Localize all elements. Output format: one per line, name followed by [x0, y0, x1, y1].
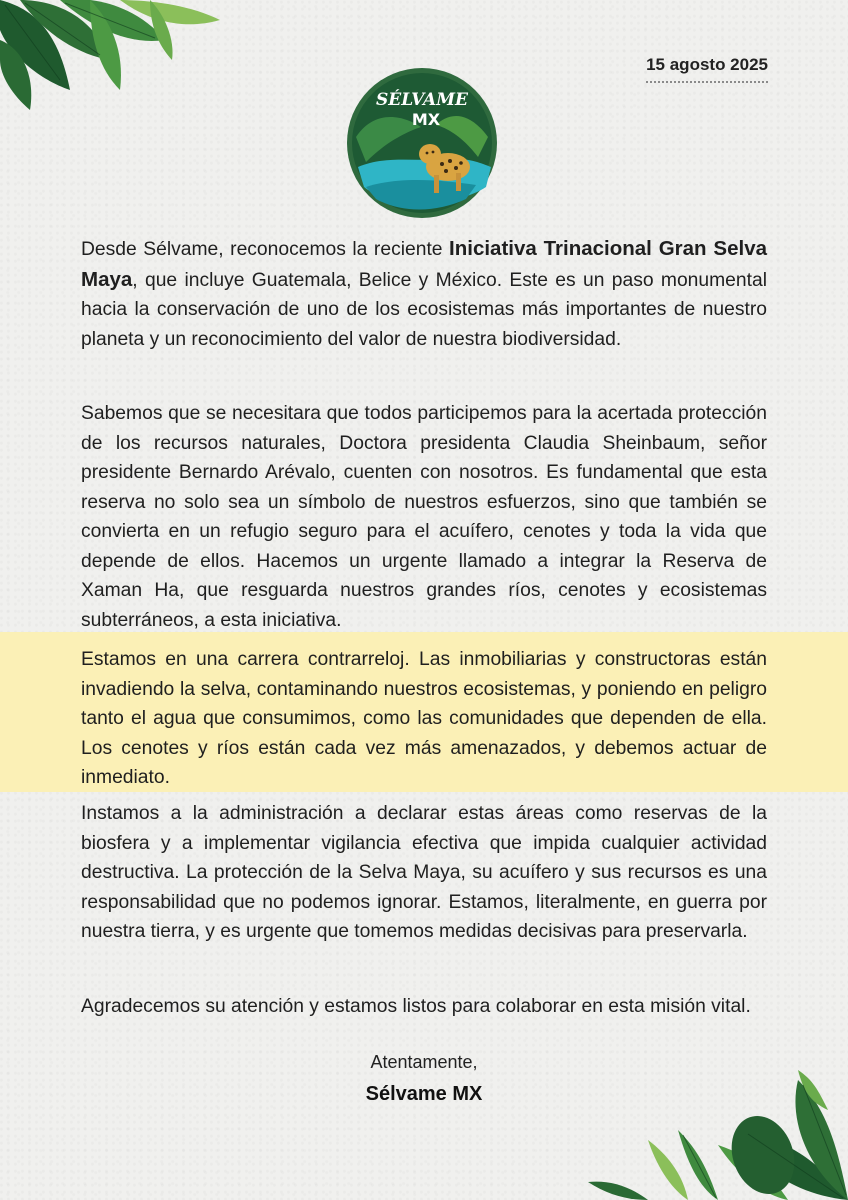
closing-salutation: Atentamente,	[370, 1052, 478, 1072]
letter-date: 15 agosto 2025	[646, 55, 768, 83]
tropical-leaves-top-left	[0, 0, 230, 110]
paragraph-2: Sabemos que se necesitara que todos participemos para la acertada protección de los recursos naturales, Doctora presidenta Claudia Sheinbaum, señor presidente Bernardo Arévalo, cuenten con nosotros. Es fundamental que esta reserva no solo sea un símbolo de nuestros esfuerzos, sino que también se convierta en un refugio seguro para el acuífero, cenotes y toda la vida que depende de ellos. Hacemos un urgente llamado a integrar la Reserva de Xaman Ha, que resguarda nuestros grandes ríos, cenotes y ecosistemas subterráneos, a esta iniciativa.	[81, 403, 767, 631]
svg-text:MX: MX	[411, 110, 441, 129]
selvame-mx-logo	[346, 67, 498, 219]
paragraph-1: Desde Sélvame, reconocemos la reciente Iniciativa Trinacional Gran Selva Maya, que incluye Guatemala, Belice y México. Este es un paso monumental hacia la conservación de uno de los ecosistemas más importantes de nuestro planeta y un reconocimiento del valor de nuestra biodiversidad.	[81, 237, 767, 350]
svg-text:SÉLVAME: SÉLVAME	[375, 90, 469, 110]
paragraph-5: Agradecemos su atención y estamos listos para colaborar en esta misión vital.	[81, 996, 751, 1017]
signature: Sélvame MX	[365, 1083, 483, 1105]
paragraph-4: Instamos a la administración a declarar estas áreas como reservas de la biosfera y a implementar vigilancia efectiva que impida cualquier actividad destructiva. La protección de la Selva Maya, su acuífero y sus recursos es una responsabilidad que no podemos ignorar. Estamos, literalmente, en guerra por nuestra tierra, y es urgente que tomemos medidas decisivas para preservarla.	[81, 803, 767, 942]
initiative-name: Iniciativa Trinacional Gran Selva Maya	[81, 237, 767, 291]
paragraph-3: Estamos en una carrera contrarreloj. Las inmobiliarias y constructoras están invadiendo la selva, contaminando nuestros ecosistemas, y poniendo en peligro tanto el agua que consumimos, como las comunidades que dependen de ella. Los cenotes y ríos están cada vez más amenazados, y debemos actuar de inmediato.	[81, 649, 767, 788]
